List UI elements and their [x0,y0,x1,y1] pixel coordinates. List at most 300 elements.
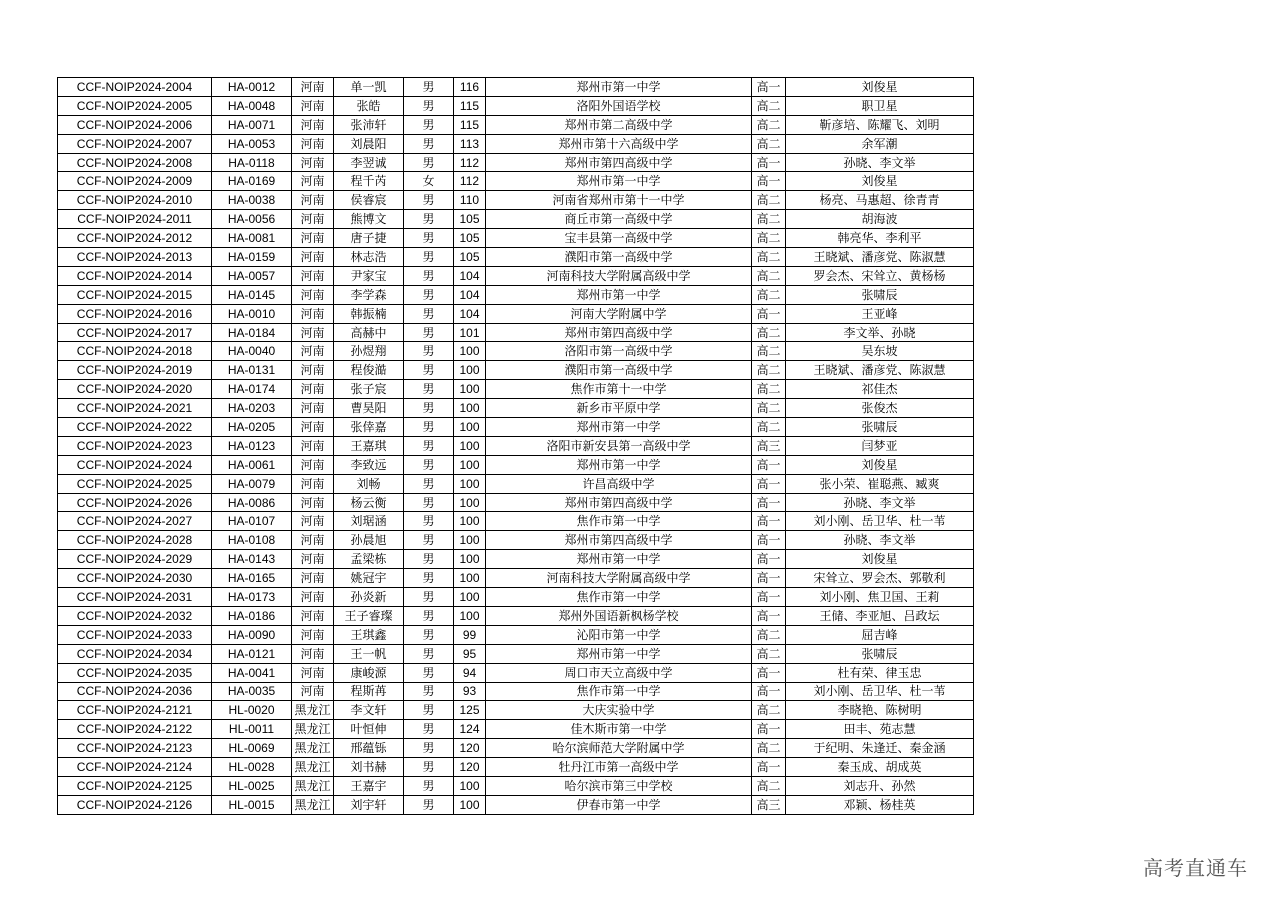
student-name-cell: 邢蕴铄 [334,739,404,758]
contestant-id-cell: CCF-NOIP2024-2033 [58,625,212,644]
table-row [58,210,974,229]
score-cell: 100 [454,436,486,455]
registration-code-cell: HA-0012 [212,78,292,97]
coach-cell: 李晓艳、陈树明 [786,701,974,720]
registration-code-cell: HA-0061 [212,455,292,474]
school-cell: 牡丹江市第一高级中学 [486,758,752,777]
registration-code-cell: HA-0131 [212,361,292,380]
score-cell: 113 [454,134,486,153]
table-row [58,96,974,115]
contestant-id-cell: CCF-NOIP2024-2008 [58,153,212,172]
grade-cell: 高一 [752,720,786,739]
table-row [58,436,974,455]
registration-code-cell: HA-0121 [212,644,292,663]
registration-code-cell: HA-0174 [212,380,292,399]
registration-code-cell: HA-0053 [212,134,292,153]
province-cell: 河南 [292,172,334,191]
registration-code-cell: HA-0041 [212,663,292,682]
province-cell: 黑龙江 [292,776,334,795]
student-name-cell: 王嘉宇 [334,776,404,795]
province-cell: 河南 [292,418,334,437]
coach-cell: 张啸辰 [786,644,974,663]
grade-cell: 高一 [752,474,786,493]
table-row [58,512,974,531]
gender-cell: 男 [404,493,454,512]
school-cell: 佳木斯市第一中学 [486,720,752,739]
coach-cell: 刘俊星 [786,78,974,97]
table-row [58,625,974,644]
score-cell: 100 [454,550,486,569]
student-name-cell: 林志浩 [334,248,404,267]
score-cell: 99 [454,625,486,644]
table-row [58,588,974,607]
contestant-id-cell: CCF-NOIP2024-2126 [58,795,212,814]
school-cell: 河南科技大学附属高级中学 [486,266,752,285]
registration-code-cell: HA-0090 [212,625,292,644]
school-cell: 郑州市第一中学 [486,455,752,474]
province-cell: 河南 [292,323,334,342]
province-cell: 河南 [292,644,334,663]
school-cell: 河南大学附属中学 [486,304,752,323]
table-row [58,663,974,682]
score-cell: 105 [454,210,486,229]
table-row [58,720,974,739]
coach-cell: 张啸辰 [786,285,974,304]
score-cell: 112 [454,172,486,191]
school-cell: 周口市天立高级中学 [486,663,752,682]
table-row [58,776,974,795]
province-cell: 河南 [292,512,334,531]
province-cell: 河南 [292,342,334,361]
student-name-cell: 孙煜翔 [334,342,404,361]
grade-cell: 高一 [752,588,786,607]
contestant-id-cell: CCF-NOIP2024-2125 [58,776,212,795]
coach-cell: 邓颖、杨桂英 [786,795,974,814]
grade-cell: 高二 [752,399,786,418]
student-name-cell: 刘书赫 [334,758,404,777]
student-name-cell: 程俊澔 [334,361,404,380]
school-cell: 郑州市第四高级中学 [486,323,752,342]
student-name-cell: 张皓 [334,96,404,115]
coach-cell: 王晓斌、潘彦党、陈淑慧 [786,248,974,267]
grade-cell: 高一 [752,153,786,172]
contestant-id-cell: CCF-NOIP2024-2005 [58,96,212,115]
grade-cell: 高一 [752,493,786,512]
contestant-id-cell: CCF-NOIP2024-2014 [58,266,212,285]
score-cell: 100 [454,380,486,399]
school-cell: 洛阳外国语学校 [486,96,752,115]
coach-cell: 闫梦亚 [786,436,974,455]
student-name-cell: 程斯苒 [334,682,404,701]
province-cell: 河南 [292,361,334,380]
coach-cell: 宋耸立、罗会杰、郭敬利 [786,569,974,588]
registration-code-cell: HL-0025 [212,776,292,795]
province-cell: 河南 [292,606,334,625]
table-row [58,569,974,588]
school-cell: 焦作市第一中学 [486,588,752,607]
contestant-id-cell: CCF-NOIP2024-2025 [58,474,212,493]
score-cell: 110 [454,191,486,210]
table-row [58,229,974,248]
registration-code-cell: HA-0173 [212,588,292,607]
score-cell: 100 [454,399,486,418]
registration-code-cell: HA-0035 [212,682,292,701]
grade-cell: 高二 [752,418,786,437]
contestant-id-cell: CCF-NOIP2024-2124 [58,758,212,777]
school-cell: 伊春市第一中学 [486,795,752,814]
table-row [58,758,974,777]
table-row [58,285,974,304]
table-row [58,682,974,701]
school-cell: 郑州市第一中学 [486,78,752,97]
registration-code-cell: HA-0186 [212,606,292,625]
table-row [58,153,974,172]
student-name-cell: 熊博文 [334,210,404,229]
coach-cell: 罗会杰、宋耸立、黄杨杨 [786,266,974,285]
gender-cell: 男 [404,134,454,153]
registration-code-cell: HA-0108 [212,531,292,550]
school-cell: 焦作市第一中学 [486,682,752,701]
table-row [58,455,974,474]
gender-cell: 男 [404,418,454,437]
grade-cell: 高二 [752,115,786,134]
province-cell: 河南 [292,588,334,607]
score-cell: 100 [454,455,486,474]
school-cell: 濮阳市第一高级中学 [486,248,752,267]
gender-cell: 男 [404,531,454,550]
province-cell: 河南 [292,682,334,701]
gender-cell: 男 [404,720,454,739]
score-cell: 101 [454,323,486,342]
gender-cell: 男 [404,550,454,569]
coach-cell: 李文举、孙晓 [786,323,974,342]
coach-cell: 职卫星 [786,96,974,115]
grade-cell: 高二 [752,191,786,210]
contestant-id-cell: CCF-NOIP2024-2010 [58,191,212,210]
contestant-id-cell: CCF-NOIP2024-2012 [58,229,212,248]
coach-cell: 靳彦培、陈耀飞、刘明 [786,115,974,134]
grade-cell: 高二 [752,625,786,644]
registration-code-cell: HL-0020 [212,701,292,720]
gender-cell: 男 [404,758,454,777]
contestant-id-cell: CCF-NOIP2024-2007 [58,134,212,153]
score-cell: 100 [454,342,486,361]
school-cell: 许昌高级中学 [486,474,752,493]
province-cell: 河南 [292,399,334,418]
grade-cell: 高三 [752,436,786,455]
table-row [58,380,974,399]
student-name-cell: 侯睿宸 [334,191,404,210]
school-cell: 郑州市第一中学 [486,550,752,569]
student-name-cell: 叶恒伸 [334,720,404,739]
coach-cell: 田丰、苑志慧 [786,720,974,739]
gender-cell: 男 [404,361,454,380]
coach-cell: 秦玉成、胡成英 [786,758,974,777]
province-cell: 黑龙江 [292,758,334,777]
score-cell: 120 [454,739,486,758]
grade-cell: 高一 [752,304,786,323]
province-cell: 黑龙江 [292,739,334,758]
contestant-id-cell: CCF-NOIP2024-2028 [58,531,212,550]
contestant-id-cell: CCF-NOIP2024-2018 [58,342,212,361]
school-cell: 郑州市第四高级中学 [486,531,752,550]
coach-cell: 孙晓、李文举 [786,153,974,172]
registration-code-cell: HA-0118 [212,153,292,172]
grade-cell: 高一 [752,682,786,701]
score-cell: 100 [454,512,486,531]
gender-cell: 男 [404,380,454,399]
student-name-cell: 孟梁栋 [334,550,404,569]
contestant-id-cell: CCF-NOIP2024-2015 [58,285,212,304]
coach-cell: 余军潮 [786,134,974,153]
contestant-id-cell: CCF-NOIP2024-2022 [58,418,212,437]
school-cell: 商丘市第一高级中学 [486,210,752,229]
score-cell: 105 [454,229,486,248]
contestant-id-cell: CCF-NOIP2024-2017 [58,323,212,342]
student-name-cell: 李翌诚 [334,153,404,172]
score-cell: 125 [454,701,486,720]
registration-code-cell: HA-0038 [212,191,292,210]
coach-cell: 韩亮华、李利平 [786,229,974,248]
table-row [58,606,974,625]
table-row [58,795,974,814]
student-name-cell: 王子睿璨 [334,606,404,625]
score-cell: 100 [454,531,486,550]
student-name-cell: 刘宇轩 [334,795,404,814]
school-cell: 焦作市第一中学 [486,512,752,531]
contestant-id-cell: CCF-NOIP2024-2027 [58,512,212,531]
gender-cell: 男 [404,115,454,134]
gender-cell: 男 [404,191,454,210]
registration-code-cell: HA-0048 [212,96,292,115]
province-cell: 河南 [292,210,334,229]
gender-cell: 男 [404,323,454,342]
score-cell: 100 [454,795,486,814]
province-cell: 河南 [292,304,334,323]
table-row [58,361,974,380]
contestant-id-cell: CCF-NOIP2024-2024 [58,455,212,474]
registration-code-cell: HA-0169 [212,172,292,191]
gender-cell: 男 [404,474,454,493]
school-cell: 洛阳市新安县第一高级中学 [486,436,752,455]
coach-cell: 孙晓、李文举 [786,531,974,550]
table-row [58,493,974,512]
gender-cell: 男 [404,229,454,248]
student-name-cell: 王琪鑫 [334,625,404,644]
table-row [58,418,974,437]
score-cell: 100 [454,588,486,607]
contestant-id-cell: CCF-NOIP2024-2019 [58,361,212,380]
registration-code-cell: HA-0143 [212,550,292,569]
grade-cell: 高二 [752,210,786,229]
coach-cell: 张啸辰 [786,418,974,437]
grade-cell: 高二 [752,229,786,248]
gender-cell: 男 [404,682,454,701]
score-cell: 116 [454,78,486,97]
school-cell: 焦作市第十一中学 [486,380,752,399]
gender-cell: 男 [404,78,454,97]
grade-cell: 高二 [752,266,786,285]
coach-cell: 孙晓、李文举 [786,493,974,512]
gender-cell: 男 [404,436,454,455]
gender-cell: 男 [404,795,454,814]
coach-cell: 于纪明、朱逢迁、秦金涵 [786,739,974,758]
score-cell: 112 [454,153,486,172]
registration-code-cell: HL-0015 [212,795,292,814]
gender-cell: 男 [404,96,454,115]
table-row [58,323,974,342]
province-cell: 河南 [292,191,334,210]
gender-cell: 男 [404,776,454,795]
table-row [58,134,974,153]
coach-cell: 杨亮、马惠超、徐青青 [786,191,974,210]
province-cell: 河南 [292,531,334,550]
province-cell: 河南 [292,493,334,512]
grade-cell: 高一 [752,606,786,625]
student-name-cell: 姚冠宇 [334,569,404,588]
school-cell: 郑州市第一中学 [486,418,752,437]
student-name-cell: 刘晨阳 [334,134,404,153]
registration-code-cell: HA-0184 [212,323,292,342]
table-row [58,399,974,418]
registration-code-cell: HA-0056 [212,210,292,229]
contestant-id-cell: CCF-NOIP2024-2123 [58,739,212,758]
school-cell: 郑州市第十六高级中学 [486,134,752,153]
gender-cell: 男 [404,739,454,758]
grade-cell: 高二 [752,701,786,720]
score-cell: 100 [454,776,486,795]
table-row [58,550,974,569]
registration-code-cell: HA-0203 [212,399,292,418]
gender-cell: 男 [404,342,454,361]
school-cell: 郑州市第四高级中学 [486,493,752,512]
grade-cell: 高二 [752,361,786,380]
contestant-id-cell: CCF-NOIP2024-2004 [58,78,212,97]
contestant-id-cell: CCF-NOIP2024-2035 [58,663,212,682]
registration-code-cell: HL-0011 [212,720,292,739]
registration-code-cell: HA-0071 [212,115,292,134]
contestant-id-cell: CCF-NOIP2024-2034 [58,644,212,663]
score-cell: 93 [454,682,486,701]
province-cell: 河南 [292,474,334,493]
registration-code-cell: HL-0069 [212,739,292,758]
table-row [58,342,974,361]
student-name-cell: 唐子捷 [334,229,404,248]
registration-code-cell: HA-0145 [212,285,292,304]
province-cell: 河南 [292,285,334,304]
coach-cell: 胡海波 [786,210,974,229]
contestant-id-cell: CCF-NOIP2024-2032 [58,606,212,625]
registration-code-cell: HA-0079 [212,474,292,493]
grade-cell: 高二 [752,644,786,663]
student-name-cell: 杨云衡 [334,493,404,512]
registration-code-cell: HA-0159 [212,248,292,267]
registration-code-cell: HA-0205 [212,418,292,437]
student-name-cell: 李致远 [334,455,404,474]
coach-cell: 杜有荣、律玉忠 [786,663,974,682]
province-cell: 河南 [292,550,334,569]
gender-cell: 男 [404,701,454,720]
school-cell: 宝丰县第一高级中学 [486,229,752,248]
province-cell: 河南 [292,115,334,134]
grade-cell: 高一 [752,550,786,569]
gender-cell: 男 [404,153,454,172]
student-name-cell: 单一凯 [334,78,404,97]
registration-code-cell: HA-0081 [212,229,292,248]
gender-cell: 男 [404,663,454,682]
gender-cell: 男 [404,210,454,229]
grade-cell: 高二 [752,323,786,342]
contestant-id-cell: CCF-NOIP2024-2020 [58,380,212,399]
grade-cell: 高二 [752,739,786,758]
school-cell: 郑州市第四高级中学 [486,153,752,172]
province-cell: 河南 [292,380,334,399]
score-cell: 100 [454,418,486,437]
school-cell: 郑州市第一中学 [486,285,752,304]
registration-code-cell: HA-0086 [212,493,292,512]
student-name-cell: 刘畅 [334,474,404,493]
score-cell: 100 [454,474,486,493]
grade-cell: 高一 [752,78,786,97]
gender-cell: 男 [404,455,454,474]
score-cell: 105 [454,248,486,267]
grade-cell: 高一 [752,455,786,474]
gender-cell: 男 [404,588,454,607]
contestant-id-cell: CCF-NOIP2024-2122 [58,720,212,739]
school-cell: 郑州外国语新枫杨学校 [486,606,752,625]
table-row [58,304,974,323]
school-cell: 濮阳市第一高级中学 [486,361,752,380]
coach-cell: 刘俊星 [786,455,974,474]
score-cell: 104 [454,304,486,323]
table-row [58,266,974,285]
table-row [58,701,974,720]
coach-cell: 屈吉峰 [786,625,974,644]
student-name-cell: 孙炎新 [334,588,404,607]
score-cell: 100 [454,606,486,625]
gender-cell: 男 [404,399,454,418]
watermark-text: 高考直通车 [1143,856,1248,880]
school-cell: 郑州市第一中学 [486,644,752,663]
contestant-id-cell: CCF-NOIP2024-2030 [58,569,212,588]
registration-code-cell: HA-0057 [212,266,292,285]
table-row [58,739,974,758]
score-cell: 115 [454,115,486,134]
grade-cell: 高一 [752,758,786,777]
province-cell: 河南 [292,455,334,474]
student-name-cell: 张倖嘉 [334,418,404,437]
score-cell: 95 [454,644,486,663]
gender-cell: 男 [404,248,454,267]
gender-cell: 男 [404,512,454,531]
contestant-id-cell: CCF-NOIP2024-2013 [58,248,212,267]
grade-cell: 高二 [752,285,786,304]
table-row [58,248,974,267]
contestant-id-cell: CCF-NOIP2024-2121 [58,701,212,720]
coach-cell: 刘小刚、焦卫国、王莉 [786,588,974,607]
coach-cell: 吴东坡 [786,342,974,361]
registration-code-cell: HA-0165 [212,569,292,588]
province-cell: 河南 [292,436,334,455]
school-cell: 河南省郑州市第十一中学 [486,191,752,210]
student-name-cell: 高赫中 [334,323,404,342]
province-cell: 黑龙江 [292,720,334,739]
student-name-cell: 李文轩 [334,701,404,720]
province-cell: 河南 [292,153,334,172]
contestant-id-cell: CCF-NOIP2024-2016 [58,304,212,323]
student-name-cell: 张子宸 [334,380,404,399]
school-cell: 哈尔滨市第三中学校 [486,776,752,795]
